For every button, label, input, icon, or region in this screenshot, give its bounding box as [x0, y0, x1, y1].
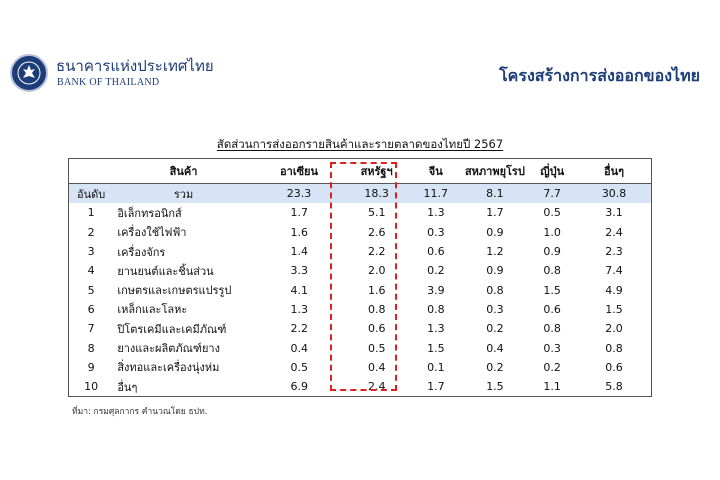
cell-others: 0.6 [605, 360, 623, 374]
cell-china: 1.5 [427, 341, 445, 355]
garuda-emblem-icon [16, 60, 42, 86]
table-row [69, 377, 651, 396]
table-body [69, 203, 651, 396]
cell-japan: 1.0 [543, 225, 561, 239]
cell-us: 1.6 [368, 283, 386, 297]
table-row [69, 242, 651, 261]
table-row [69, 300, 651, 319]
cell-japan: 0.2 [543, 360, 561, 374]
table-row [69, 223, 651, 242]
export-structure-table [68, 158, 652, 397]
row-product: เหล็กและโลหะ [117, 303, 188, 317]
bank-name-thai: ธนาคารแห่งประเทศไทย [56, 57, 214, 75]
row-rank: 6 [87, 302, 95, 316]
total-japan: 7.7 [543, 187, 561, 201]
cell-us: 0.6 [368, 322, 386, 336]
row-rank: 3 [87, 245, 95, 259]
header-us: สหรัฐฯ [360, 165, 393, 178]
table-row [69, 261, 651, 280]
cell-eu: 0.3 [486, 302, 504, 316]
row-product: อิเล็กทรอนิกส์ [117, 206, 182, 220]
cell-others: 5.8 [605, 380, 623, 394]
bank-name-english: BANK OF THAILAND [57, 77, 160, 88]
cell-others: 0.8 [605, 341, 623, 355]
cell-others: 2.3 [605, 245, 623, 259]
cell-japan: 0.8 [543, 322, 561, 336]
total-asean: 23.3 [286, 187, 312, 201]
table-caption: สัดส่วนการส่งออกรายสินค้าและรายตลาดของไทยปี 2567 [216, 137, 504, 151]
cell-others: 7.4 [605, 264, 623, 278]
cell-eu: 1.2 [486, 245, 504, 259]
cell-others: 2.4 [605, 225, 623, 239]
cell-japan: 0.9 [543, 245, 561, 259]
table-row [69, 358, 651, 377]
bank-of-thailand-logo [10, 54, 48, 92]
cell-japan: 0.5 [543, 206, 561, 220]
cell-china: 0.1 [427, 360, 445, 374]
cell-asean: 3.3 [290, 264, 308, 278]
row-rank: 5 [87, 283, 95, 297]
row-rank: 7 [87, 322, 95, 336]
cell-eu: 0.9 [486, 264, 504, 278]
cell-china: 3.9 [427, 283, 445, 297]
cell-japan: 1.5 [543, 283, 561, 297]
cell-asean: 1.6 [290, 225, 308, 239]
row-rank: 4 [87, 264, 95, 278]
total-others: 30.8 [601, 187, 627, 201]
source-note: ที่มา: กรมศุลกากร คำนวณโดย ธปท. [72, 407, 208, 417]
table-total-row [69, 184, 651, 203]
cell-asean: 0.5 [290, 360, 308, 374]
cell-us: 2.6 [368, 225, 386, 239]
cell-asean: 1.7 [290, 206, 308, 220]
cell-asean: 6.9 [290, 380, 308, 394]
cell-us: 0.8 [368, 302, 386, 316]
row-product: ยางและผลิตภัณฑ์ยาง [117, 342, 220, 356]
row-product: เครื่องจักร [117, 245, 166, 259]
cell-eu: 0.8 [486, 283, 504, 297]
total-china: 11.7 [423, 187, 448, 201]
table-row [69, 338, 651, 357]
cell-others: 2.0 [605, 322, 623, 336]
cell-us: 0.4 [368, 360, 386, 374]
header-china: จีน [428, 165, 443, 178]
cell-eu: 1.7 [486, 206, 504, 220]
header-japan: ญี่ปุ่น [540, 165, 565, 178]
cell-asean: 2.2 [290, 322, 308, 336]
cell-japan: 0.8 [543, 264, 561, 278]
cell-china: 1.3 [427, 206, 445, 220]
cell-china: 1.3 [427, 322, 445, 336]
cell-china: 0.8 [427, 302, 445, 316]
cell-eu: 0.2 [486, 360, 504, 374]
row-product: ยานยนต์และชิ้นส่วน [117, 264, 214, 278]
row-product: เครื่องใช้ไฟฟ้า [117, 226, 187, 240]
table-row [69, 280, 651, 299]
row-product: ปิโตรเคมีและเคมีภัณฑ์ [117, 322, 227, 336]
cell-asean: 1.4 [290, 245, 308, 259]
cell-china: 0.2 [427, 264, 445, 278]
rank-label: อันดับ [77, 187, 106, 201]
row-product: เกษตรและเกษตรแปรรูป [117, 284, 232, 298]
header-others: อื่นๆ [604, 165, 625, 178]
total-label: รวม [173, 187, 194, 201]
cell-eu: 0.9 [486, 225, 504, 239]
cell-us: 0.5 [368, 341, 386, 355]
total-us: 18.3 [364, 187, 389, 201]
row-rank: 10 [84, 380, 99, 394]
cell-japan: 0.3 [543, 341, 561, 355]
cell-eu: 0.4 [486, 341, 504, 355]
cell-asean: 0.4 [290, 341, 308, 355]
cell-china: 1.7 [427, 380, 445, 394]
cell-us: 2.0 [368, 264, 386, 278]
cell-japan: 0.6 [543, 302, 561, 316]
cell-china: 0.3 [427, 225, 445, 239]
cell-japan: 1.1 [543, 380, 561, 394]
table-header-row [69, 159, 651, 184]
cell-eu: 1.5 [486, 380, 504, 394]
row-rank: 1 [87, 206, 95, 220]
row-rank: 2 [87, 225, 95, 239]
row-rank: 9 [87, 360, 95, 374]
page-title: โครงสร้างการส่งออกของไทย [499, 66, 700, 85]
cell-others: 1.5 [605, 302, 623, 316]
row-product: อื่นๆ [117, 380, 138, 394]
cell-us: 5.1 [368, 206, 386, 220]
cell-china: 0.6 [427, 245, 445, 259]
row-rank: 8 [87, 341, 95, 355]
cell-others: 3.1 [605, 206, 623, 220]
total-eu: 8.1 [486, 187, 504, 201]
header-asean: อาเซียน [280, 165, 319, 178]
table-row [69, 203, 651, 222]
row-product: สิ่งทอและเครื่องนุ่งห่ม [117, 361, 220, 375]
cell-us: 2.2 [368, 245, 386, 259]
header-product: สินค้า [169, 165, 198, 178]
cell-us: 2.4 [368, 380, 386, 394]
header-eu: สหภาพยุโรป [464, 165, 525, 178]
cell-others: 4.9 [605, 283, 623, 297]
cell-asean: 1.3 [290, 302, 308, 316]
cell-asean: 4.1 [290, 283, 308, 297]
cell-eu: 0.2 [486, 322, 504, 336]
table-row [69, 319, 651, 338]
